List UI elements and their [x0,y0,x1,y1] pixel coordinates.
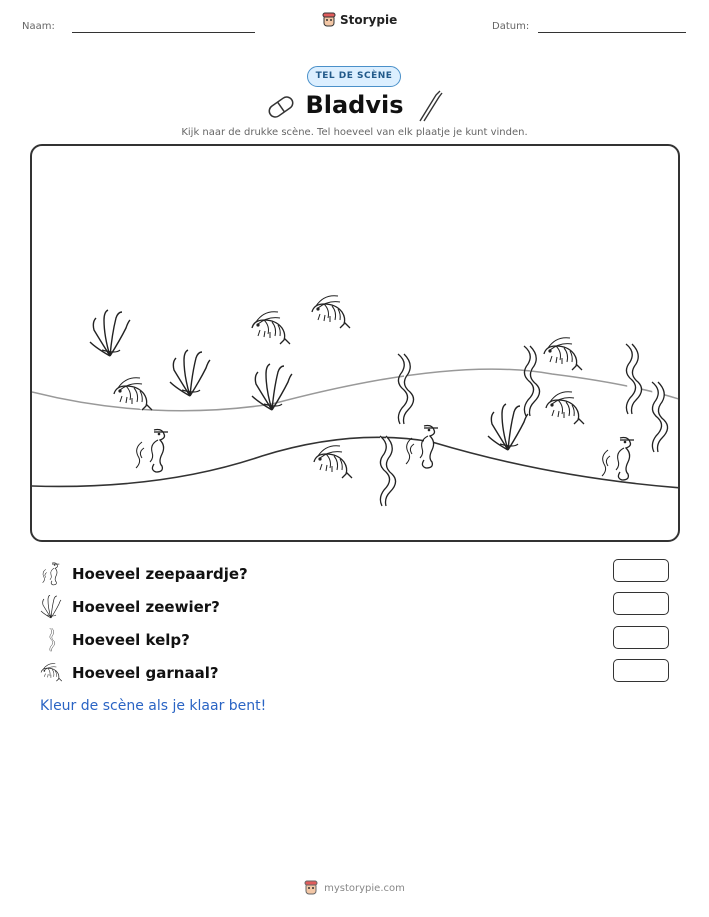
question-label: Hoeveel zeepaardje? [72,565,248,583]
activity-badge: TEL DE SCÈNE [307,66,401,87]
seaweed [170,350,210,396]
seahorse [136,430,168,473]
question-label: Hoeveel kelp? [72,631,190,649]
seaweed [90,310,130,356]
answer-box-shrimp[interactable] [613,659,669,682]
question-row [40,661,219,685]
seaweed [252,364,292,410]
coloring-note: Kleur de scène als je klaar bent! [40,698,267,714]
seahorse-icon [40,562,64,586]
kelp [652,382,668,452]
shrimp-icon [40,661,64,685]
question-row [40,628,190,652]
footer-site[interactable]: mystorypie.com [324,882,405,894]
kelp [524,346,540,416]
storypie-mascot-icon [322,12,336,28]
shrimp [312,296,350,328]
storypie-mascot-icon [304,880,318,896]
answer-box-seahorse[interactable] [613,559,669,582]
question-label: Hoeveel zeewier? [72,598,220,616]
kelp [398,354,414,424]
shrimp [252,312,290,344]
date-label: Datum: [492,21,530,32]
answer-box-kelp[interactable] [613,626,669,649]
kelp [626,344,642,414]
seaweed [488,404,528,450]
shrimp [314,446,352,478]
instruction-text: Kijk naar de drukke scène. Tel hoeveel van elk plaatje je kunt vinden. [181,127,528,138]
kelp-icon [40,628,64,652]
question-row [40,562,248,586]
brand-name: Storypie [340,13,398,27]
counting-scene [30,144,680,542]
shrimp [114,378,152,410]
date-line [538,32,686,33]
shrimp [546,392,584,424]
seaweed-icon [40,595,64,619]
page-title: Bladvis [305,91,404,119]
footer [0,880,709,896]
kelp [380,436,396,506]
shrimp [544,338,582,370]
straw-icon [416,89,446,123]
name-line [72,32,255,33]
answer-box-seaweed[interactable] [613,592,669,615]
seahorse [602,438,634,481]
seahorse [406,426,438,469]
brand-logo [322,12,397,28]
question-label: Hoeveel garnaal? [72,664,219,682]
question-row [40,595,220,619]
name-label: Naam: [22,21,55,32]
